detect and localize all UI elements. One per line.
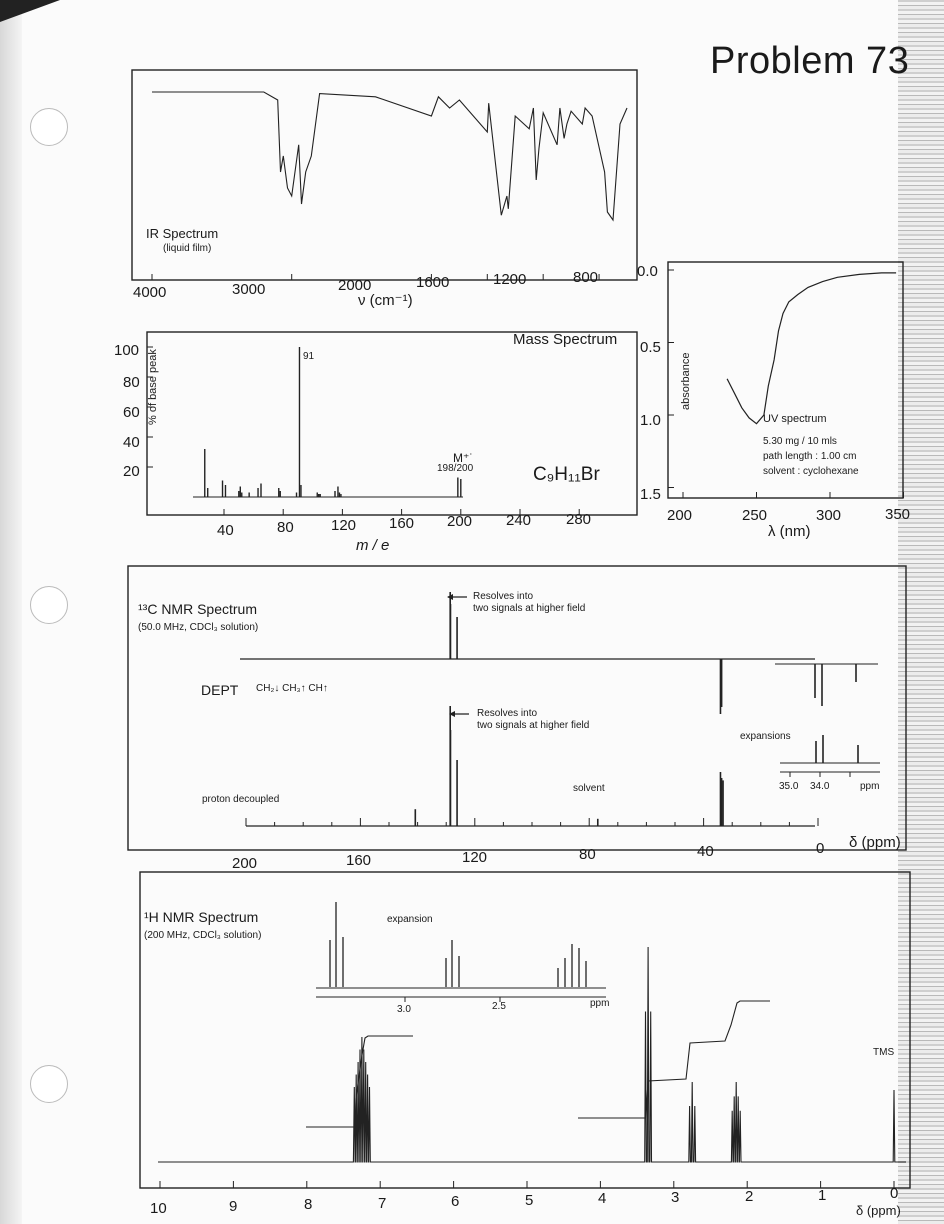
solvent-label: solvent [573, 783, 605, 794]
c13-x-tick: 0 [816, 840, 825, 857]
h1-subtitle: (200 MHz, CDCl₃ solution) [144, 930, 262, 941]
dept-label: DEPT [201, 682, 239, 698]
mass-molecular-ion: M⁺˙ [453, 451, 474, 465]
c13-title: ¹³C NMR Spectrum [138, 601, 258, 617]
h1-x-tick: 0 [890, 1185, 899, 1202]
h1-integral-aliphatic [578, 1001, 770, 1118]
h1-x-tick: 1 [818, 1187, 827, 1204]
expansions-label: expansions [740, 731, 791, 742]
tms-label: TMS [873, 1047, 895, 1058]
expansion-tick: 35.0 [779, 781, 799, 792]
c13-x-tick: 200 [232, 855, 258, 872]
h1-x-label: δ (ppm) [856, 1203, 901, 1218]
h1-expansion-inset [316, 902, 606, 1002]
h1-x-tick: 5 [525, 1192, 534, 1209]
ir-x-label: ν (cm⁻¹) [358, 292, 413, 309]
mass-y-label: % of base peak [147, 349, 159, 425]
uv-x-tick: 250 [742, 507, 768, 524]
ir-tick: 800 [573, 269, 599, 286]
resolve-note: Resolves into [477, 708, 538, 719]
uv-path-length: path length : 1.00 cm [763, 451, 857, 462]
h1-x-tick: 9 [229, 1198, 238, 1215]
ir-axis-ticks [152, 274, 599, 280]
mass-y-tick: 40 [123, 434, 140, 451]
resolve-note: two signals at higher field [473, 603, 586, 614]
h1-expansion-label: expansion [387, 914, 433, 925]
mass-x-tick: 200 [447, 513, 473, 530]
uv-x-label: λ (nm) [768, 523, 811, 540]
mass-x-tick: 120 [331, 517, 357, 534]
ir-tick: 3000 [232, 281, 266, 298]
c13-x-tick: 80 [579, 846, 596, 863]
c13-x-tick: 160 [346, 852, 372, 869]
uv-x-tick: 350 [885, 506, 911, 523]
h1-axis-ticks [160, 1181, 894, 1188]
expansion-tick: ppm [860, 781, 880, 792]
c13-x-tick: 40 [697, 843, 714, 860]
mass-bars [205, 347, 461, 497]
ir-title: IR Spectrum [146, 226, 219, 241]
ir-tick: 1200 [493, 271, 527, 288]
uv-y-tick: 1.0 [640, 412, 661, 429]
mass-y-tick: 80 [123, 374, 140, 391]
dept-legend: CH₂↓ CH₃↑ CH↑ [256, 683, 328, 694]
mass-molecular-ion-values: 198/200 [437, 463, 474, 474]
mass-frame [147, 332, 637, 515]
h1-x-tick: 3 [671, 1189, 680, 1206]
ir-trace [152, 92, 627, 220]
h1-title: ¹H NMR Spectrum [144, 909, 259, 925]
mass-x-tick: 280 [566, 511, 592, 528]
proton-decoupled-label: proton decoupled [202, 794, 280, 805]
ir-tick: 2000 [338, 277, 372, 294]
uv-concentration: 5.30 mg / 10 mls [763, 436, 837, 447]
h1-x-tick: 2 [745, 1188, 754, 1205]
uv-trace [727, 273, 896, 424]
mass-y-tick: 60 [123, 404, 140, 421]
c13-x-tick: 120 [462, 849, 488, 866]
mass-x-tick: 40 [217, 522, 234, 539]
uv-x-tick: 300 [816, 507, 842, 524]
resolve-note: Resolves into [473, 591, 534, 602]
ir-tick: 1600 [416, 274, 450, 291]
uv-y-tick: 1.5 [640, 486, 661, 503]
resolve-note: two signals at higher field [477, 720, 590, 731]
c13-expansion-dept [775, 664, 878, 706]
h1-x-tick: 4 [598, 1190, 607, 1207]
uv-x-tick: 200 [667, 507, 693, 524]
h1-x-tick: 7 [378, 1195, 387, 1212]
ir-subtitle: (liquid film) [163, 243, 212, 254]
h1-trace [158, 947, 906, 1162]
ir-tick: 4000 [133, 284, 167, 301]
h1-x-tick: 6 [451, 1193, 460, 1210]
mass-title: Mass Spectrum [513, 331, 618, 348]
h1-expansion-tick: ppm [590, 998, 610, 1009]
mass-base-peak-label: 91 [303, 351, 315, 362]
h1-x-tick: 10 [150, 1200, 167, 1217]
uv-y-tick: 0.5 [640, 339, 661, 356]
mass-y-tick: 20 [123, 463, 140, 480]
uv-axis-ticks [668, 270, 904, 498]
c13-x-label: δ (ppm) [849, 834, 901, 851]
mass-x-tick: 80 [277, 519, 294, 536]
h1-expansion-tick: 3.0 [397, 1004, 411, 1015]
mass-axis-ticks [147, 347, 579, 515]
c13-expansion-decoupled [780, 735, 880, 777]
mass-x-tick: 240 [506, 512, 532, 529]
mass-x-tick: 160 [389, 515, 415, 532]
uv-y-label: absorbance [680, 352, 692, 410]
h1-x-tick: 8 [304, 1196, 313, 1213]
c13-subtitle: (50.0 MHz, CDCl₃ solution) [138, 622, 259, 633]
uv-solvent: solvent : cyclohexane [763, 466, 859, 477]
h1-expansion-tick: 2.5 [492, 1001, 506, 1012]
uv-y-tick: 0.0 [637, 263, 658, 280]
problem-title: Problem 73 [710, 40, 910, 82]
c13-axis-ticks [246, 818, 818, 826]
expansion-tick: 34.0 [810, 781, 830, 792]
mass-x-label: m / e [356, 537, 390, 554]
mass-formula: C₉H₁₁Br [533, 464, 600, 485]
mass-y-tick: 100 [114, 342, 140, 359]
uv-title: UV spectrum [763, 413, 827, 425]
uv-frame [668, 262, 903, 498]
